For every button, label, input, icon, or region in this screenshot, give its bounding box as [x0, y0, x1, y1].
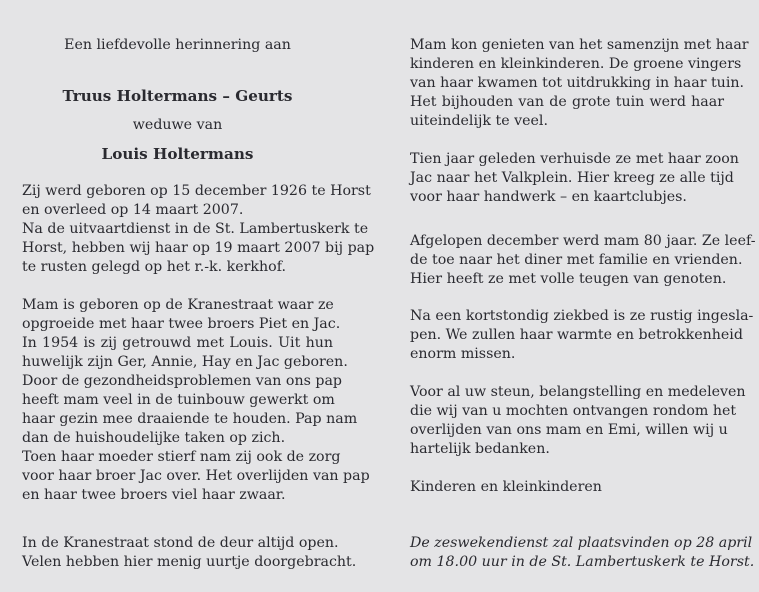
- text-line: Tien jaar geleden verhuisde ze met haar zoon: [410, 151, 739, 167]
- intro-text: Een liefdevolle herinnering aan: [64, 37, 291, 53]
- text-line: Mam kon genieten van het samenzijn met haar: [410, 37, 749, 53]
- text-line: uiteindelijk te veel.: [410, 113, 548, 129]
- text-line: Na de uitvaartdienst in de St. Lambertuskerk te: [22, 221, 369, 237]
- text-line: Na een kortstondig ziekbed is ze rustig ingesla-: [410, 308, 754, 324]
- text-line: enorm missen.: [410, 346, 516, 362]
- text-line: Jac naar het Valkplein. Hier kreeg ze alle tijd: [410, 170, 734, 186]
- text-line: en haar twee broers viel haar zwaar.: [22, 487, 286, 503]
- text-line: In de Kranestraat stond de deur altijd open.: [22, 535, 339, 551]
- text-line: voor haar handwerk – en kaartclubjes.: [410, 189, 687, 205]
- text-line: kinderen en kleinkinderen. De groene vingers: [410, 56, 742, 72]
- text-line: Het bijhouden van de grote tuin werd haar: [410, 94, 724, 110]
- text-line: pen. We zullen haar warmte en betrokkenheid: [410, 327, 743, 343]
- service-notice-line: om 18.00 uur in de St. Lambertuskerk te Horst.: [410, 554, 755, 570]
- text-line: dan de huishoudelijke taken op zich.: [22, 430, 286, 446]
- text-line: Voor al uw steun, belangstelling en medeleven: [410, 384, 746, 400]
- text-line: haar gezin mee draaiende te houden. Pap nam: [22, 411, 358, 427]
- text-line: huwelijk zijn Ger, Annie, Hay en Jac geboren.: [22, 354, 348, 370]
- text-line: Door de gezondheidsproblemen van ons pap: [22, 373, 343, 389]
- text-line: voor haar broer Jac over. Het overlijden van pap: [22, 468, 370, 484]
- text-line: heeft mam veel in de tuinbouw gewerkt om: [22, 392, 335, 408]
- text-line: Zij werd geboren op 15 december 1926 te Horst: [22, 183, 371, 199]
- service-notice-line: De zeswekendienst zal plaatsvinden op 28 april: [410, 535, 753, 551]
- text-line: Toen haar moeder stierf nam zij ook de zorg: [22, 449, 341, 465]
- signature: Kinderen en kleinkinderen: [410, 479, 602, 495]
- text-line: Mam is geboren op de Kranestraat waar ze: [22, 297, 334, 313]
- text-line: Horst, hebben wij haar op 19 maart 2007 bij pap: [22, 240, 375, 256]
- text-line: hartelijk bedanken.: [410, 441, 550, 457]
- husband-name: Louis Holtermans: [101, 145, 254, 163]
- text-line: opgroeide met haar twee broers Piet en Jac.: [22, 316, 341, 332]
- text-line: Velen hebben hier menig uurtje doorgebracht.: [22, 554, 357, 570]
- text-line: de toe naar het diner met familie en vrienden.: [410, 252, 743, 268]
- text-line: die wij van u mochten ontvangen rondom het: [410, 403, 737, 419]
- text-line: Hier heeft ze met volle teugen van genoten.: [410, 271, 727, 287]
- text-line: van haar kwamen tot uitdrukking in haar tuin.: [410, 75, 745, 91]
- text-line: te rusten gelegd op het r.-k. kerkhof.: [22, 259, 286, 275]
- text-line: overlijden van ons mam en Emi, willen wij u: [410, 422, 728, 438]
- text-line: In 1954 is zij getrouwd met Louis. Uit hun: [22, 335, 333, 351]
- deceased-name: Truus Holtermans – Geurts: [62, 87, 293, 105]
- text-line: Afgelopen december werd mam 80 jaar. Ze leef-: [410, 233, 756, 249]
- text-line: en overleed op 14 maart 2007.: [22, 202, 244, 218]
- widow-of-text: weduwe van: [132, 117, 223, 133]
